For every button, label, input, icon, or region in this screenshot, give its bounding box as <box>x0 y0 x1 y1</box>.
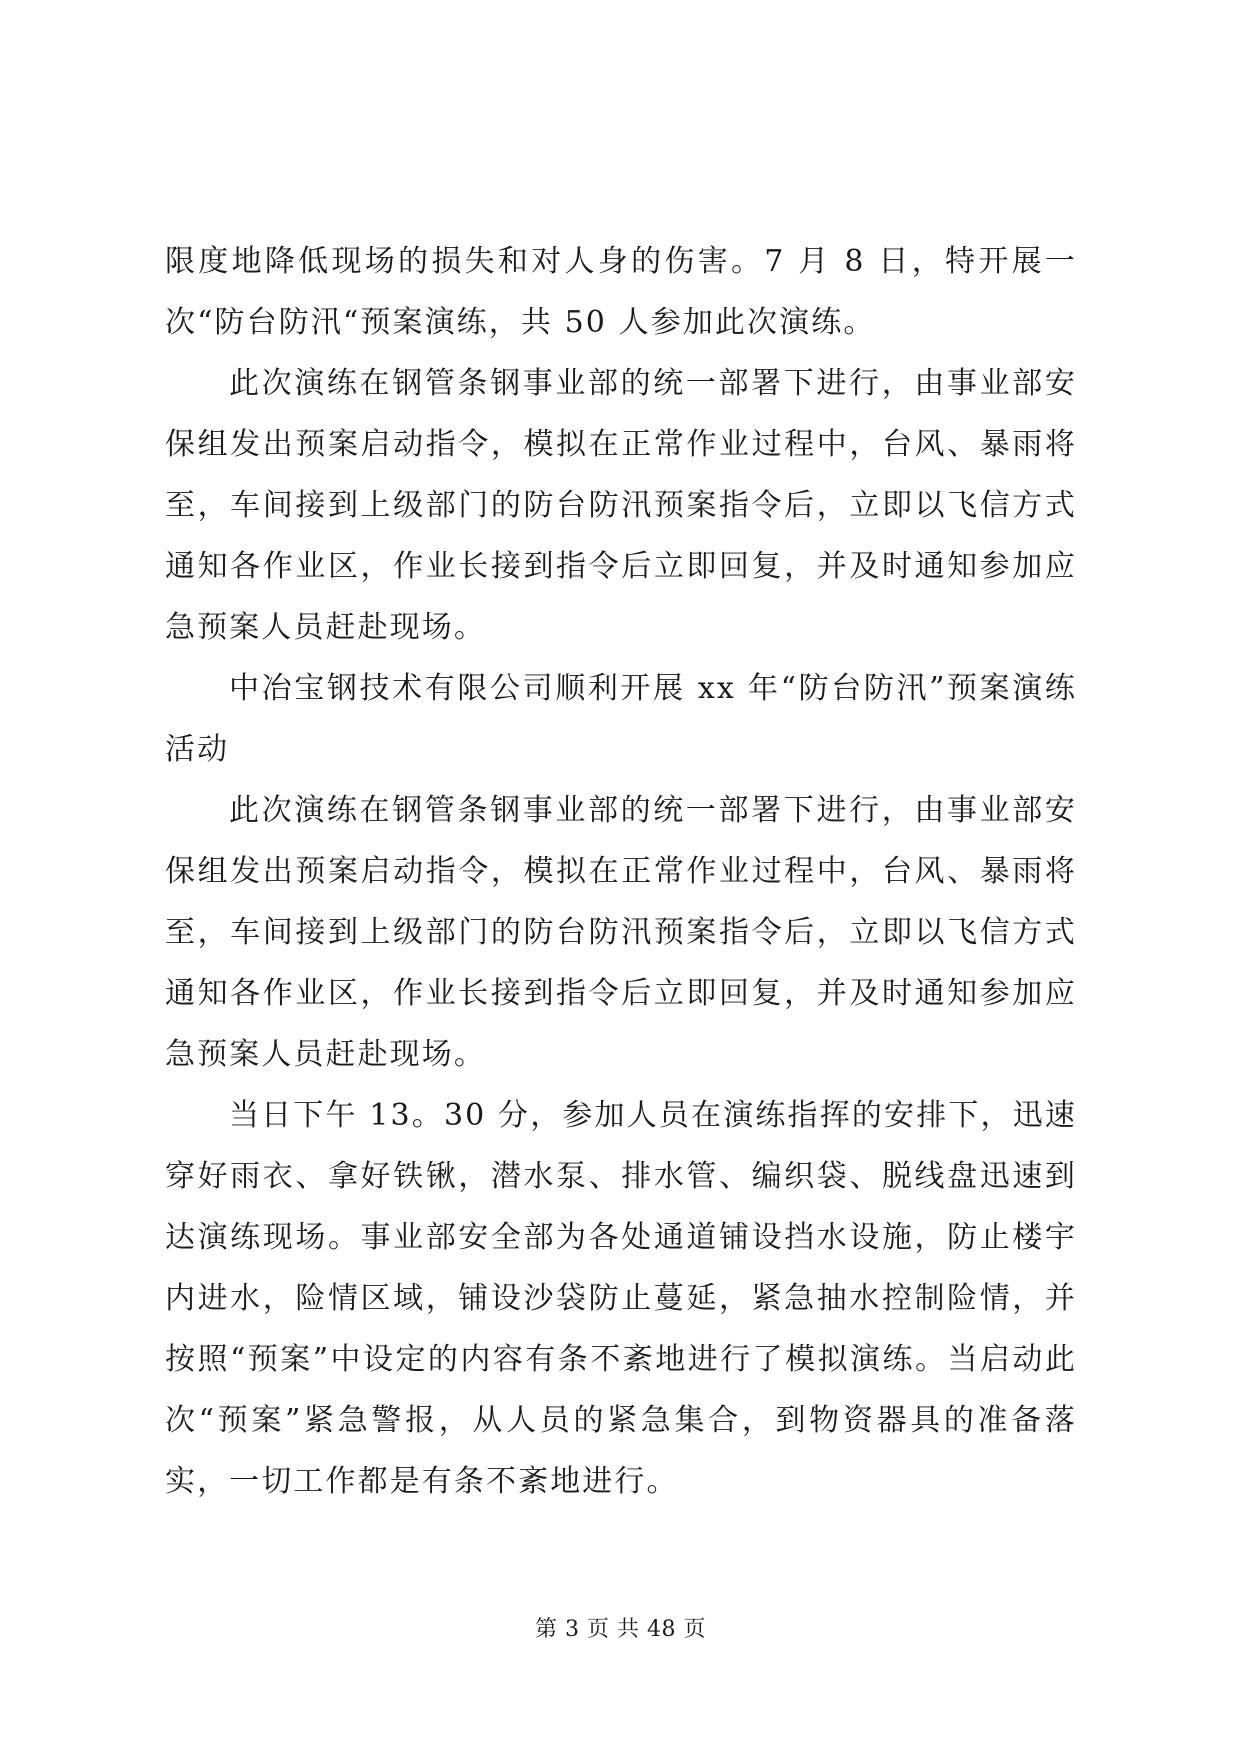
paragraph-4: 此次演练在钢管条钢事业部的统一部署下进行，由事业部安保组发出预案启动指令，模拟在正常作业过程中，台风、暴雨将至，车间接到上级部门的防台防汛预案指令后，立即以飞信方式通知各作业区，作业长接到指令后立即回复，并及时通知参加应急预案人员赶赴现场。 <box>165 793 1077 1072</box>
document-body <box>165 231 1077 1512</box>
paragraph-1: 限度地降低现场的损失和对人身的伤害。7 月 8 日，特开展一次“防台防汛“预案演练，共 50 人参加此次演练。 <box>165 244 1077 340</box>
paragraph-5: 当日下午 13。30 分，参加人员在演练指挥的安排下，迅速穿好雨衣、拿好铁锹，潜水泵、排水管、编织袋、脱线盘迅速到达演练现场。事业部安全部为各处通道铺设挡水设施，防止楼宇内进水，险情区域，铺设沙袋防止蔓延，紧急抽水控制险情，并按照“预案”中设定的内容有条不紊地进行了模拟演练。当启动此次“预案”紧急警报，从人员的紧急集合，到物资器具的准备落实，一切工作都是有条不紊地进行。 <box>165 1098 1077 1499</box>
paragraph-3-heading: 中冶宝钢技术有限公司顺利开展 xx 年“防台防汛”预案演练活动 <box>165 671 1077 767</box>
paragraph-2: 此次演练在钢管条钢事业部的统一部署下进行，由事业部安保组发出预案启动指令，模拟在正常作业过程中，台风、暴雨将至，车间接到上级部门的防台防汛预案指令后，立即以飞信方式通知各作业区，作业长接到指令后立即回复，并及时通知参加应急预案人员赶赴现场。 <box>165 366 1077 645</box>
page-number-footer: 第 3 页 共 48 页 <box>535 1617 706 1642</box>
